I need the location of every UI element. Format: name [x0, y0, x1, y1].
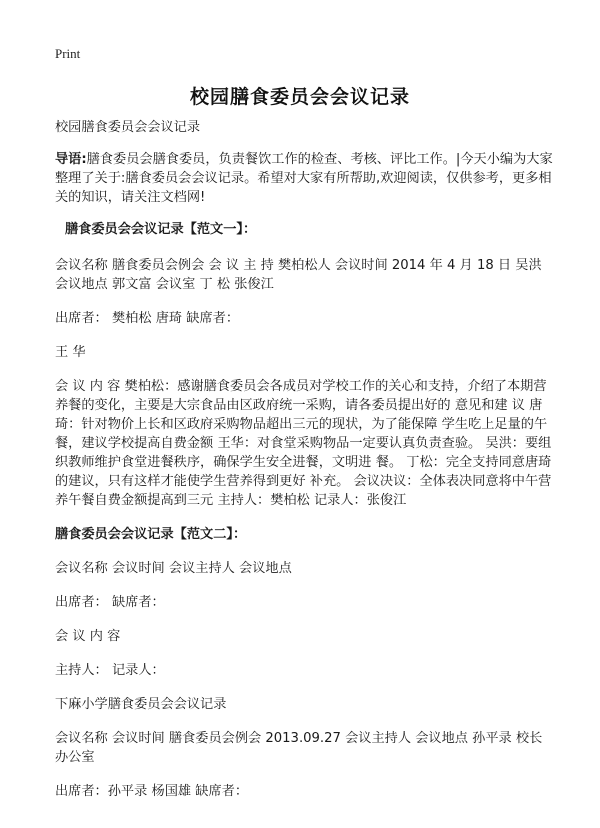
section1-name: 王 华 — [55, 345, 86, 360]
school-meeting-title: 下麻小学膳食委员会会议记录 — [55, 697, 227, 712]
lead-label: 导语: — [55, 152, 87, 167]
lead-paragraph — [55, 150, 555, 207]
section2-content-label: 会 议 内 容 — [55, 629, 121, 644]
section2-meta: 会议名称 会议时间 会议主持人 会议地点 — [55, 561, 292, 576]
section1-body: 会 议 内 容 樊柏松：感谢膳食委员会各成员对学校工作的关心和支持，介绍了本期营养餐的变化，主要是大宗食品由区政府统一采购，请各委员提出好的 意见和建 议 唐琦：针对物价上长和区政府采购物品超出三元的现状，为了能保障 学生吃上足量的午餐，建议学校提高自费金额 王华：对食堂采购物品一定要认真负责查验。 吴洪：要组织教师维护食堂进餐秩序，确保学生安全进餐，文明进 餐。 丁松：完全支持同意唐琦的建议，只有这样才能使学生营养得到更好 补充。 会议决议：全体表决同意将中午营养午餐自费金额提高到三元 主持人：樊柏松 记录人：张俊江 — [55, 379, 552, 508]
section1-attendees: 出席者： 樊柏松 唐琦 缺席者： — [55, 311, 240, 326]
document-body — [55, 118, 555, 801]
section1-meta: 会议名称 膳食委员会例会 会 议 主 持 樊柏松人 会议时间 2014 年 4 月 18 日 吴洪 会议地点 郭文富 会议室 丁 松 张俊江 — [55, 258, 542, 292]
section2-host-recorder: 主持人： 记录人： — [55, 663, 165, 678]
section1-heading: 膳食委员会会议记录【范文一】： — [65, 222, 257, 237]
section2-attendees2: 出席者：孙平录 杨国雄 缺席者： — [55, 784, 249, 799]
section2-attendees: 出席者： 缺席者： — [55, 595, 165, 610]
intro-title: 校园膳食委员会会议记录 — [55, 120, 201, 135]
lead-text: 膳食委员会膳食委员，负责餐饮工作的检查、考核、评比工作。|今天小编为大家整理了关于:膳食委员会会议记录。希望对大家有所帮助,欢迎阅读，仅供参考，更多相关的知识，请关注文档网! — [55, 152, 553, 205]
page-title: 校园膳食委员会会议记录 — [189, 86, 410, 108]
section2-heading: 膳食委员会会议记录【范文二】： — [55, 527, 247, 542]
print-label[interactable]: Print — [55, 46, 81, 61]
section2-meta2: 会议名称 会议时间 膳食委员会例会 2013.09.27 会议主持人 会议地点 孙平录 校长办公室 — [55, 731, 543, 765]
